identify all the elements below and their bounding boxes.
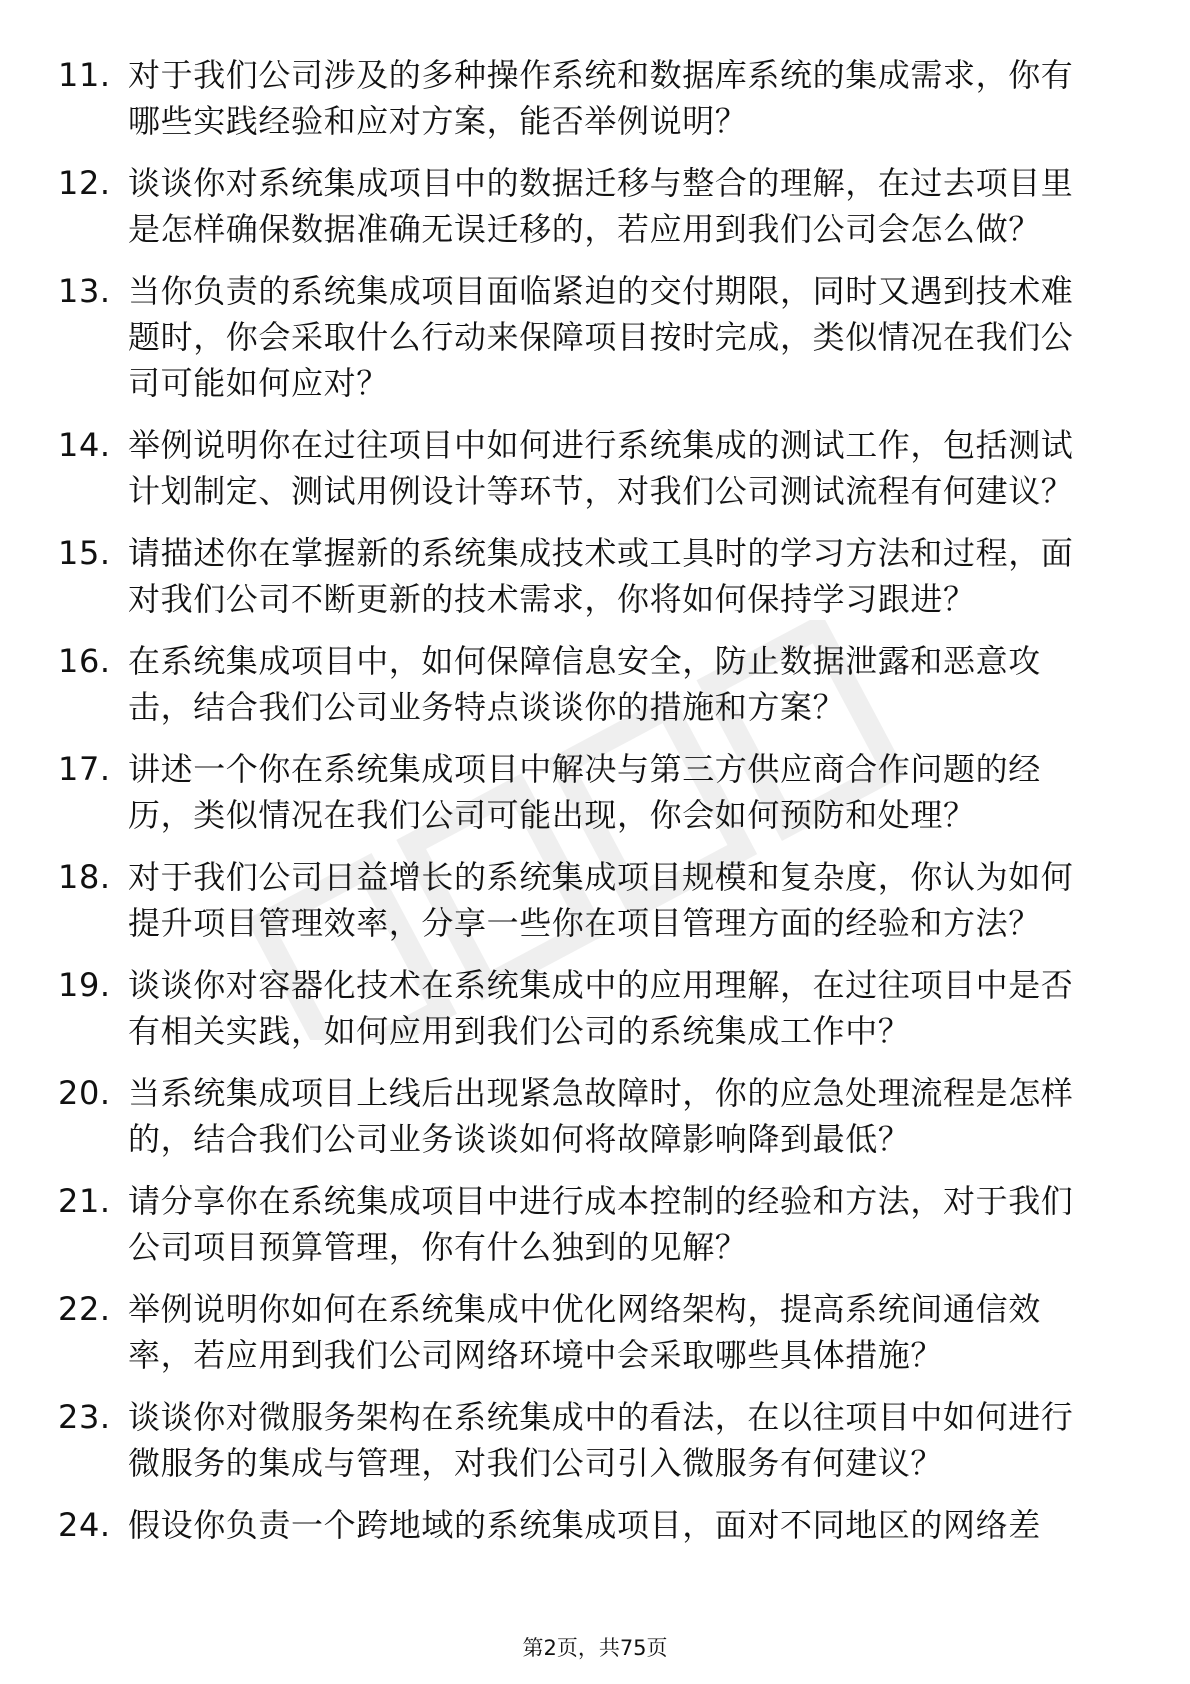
question-item: [0, 854, 1190, 946]
question-item: [0, 268, 1190, 406]
question-text: 假设你负责一个跨地域的系统集成项目，面对不同地区的网络差: [128, 1506, 1041, 1544]
question-number: 20.: [58, 1074, 111, 1112]
question-number: 19.: [58, 966, 111, 1004]
question-number: 16.: [58, 642, 111, 680]
question-text: 当你负责的系统集成项目面临紧迫的交付期限，同时又遇到技术难题时，你会采取什么行动来保障项目按时完成，类似情况在我们公司可能如何应对？: [128, 272, 1074, 402]
question-number: 24.: [58, 1506, 111, 1544]
question-number: 11.: [58, 56, 111, 94]
question-number: 15.: [58, 534, 111, 572]
question-number: 17.: [58, 750, 111, 788]
question-item: [0, 160, 1190, 252]
question-item: [0, 530, 1190, 622]
question-text: 谈谈你对微服务架构在系统集成中的看法，在以往项目中如何进行微服务的集成与管理，对我们公司引入微服务有何建议？: [128, 1398, 1074, 1482]
question-item: [0, 1286, 1190, 1378]
question-text: 谈谈你对系统集成项目中的数据迁移与整合的理解，在过去项目里是怎样确保数据准确无误迁移的，若应用到我们公司会怎么做？: [128, 164, 1074, 248]
question-item: [0, 1502, 1190, 1548]
question-number: 12.: [58, 164, 111, 202]
page-number-label: 第2页，共75页: [522, 1636, 668, 1660]
question-text: 讲述一个你在系统集成项目中解决与第三方供应商合作问题的经历，类似情况在我们公司可能出现，你会如何预防和处理？: [128, 750, 1041, 834]
question-text: 谈谈你对容器化技术在系统集成中的应用理解，在过往项目中是否有相关实践，如何应用到我们公司的系统集成工作中？: [128, 966, 1074, 1050]
question-item: [0, 1394, 1190, 1486]
question-item: [0, 422, 1190, 514]
question-item: [0, 746, 1190, 838]
question-item: [0, 1178, 1190, 1270]
question-item: [0, 638, 1190, 730]
question-number: 21.: [58, 1182, 111, 1220]
question-text: 在系统集成项目中，如何保障信息安全，防止数据泄露和恶意攻击，结合我们公司业务特点谈谈你的措施和方案？: [128, 642, 1041, 726]
question-item: [0, 52, 1190, 144]
question-list: [0, 52, 1190, 1564]
question-text: 举例说明你如何在系统集成中优化网络架构，提高系统间通信效率，若应用到我们公司网络环境中会采取哪些具体措施？: [128, 1290, 1041, 1374]
question-text: 当系统集成项目上线后出现紧急故障时，你的应急处理流程是怎样的，结合我们公司业务谈谈如何将故障影响降到最低？: [128, 1074, 1074, 1158]
page-footer: [0, 1634, 1190, 1662]
question-text: 对于我们公司日益增长的系统集成项目规模和复杂度，你认为如何提升项目管理效率，分享一些你在项目管理方面的经验和方法？: [128, 858, 1074, 942]
question-number: 22.: [58, 1290, 111, 1328]
question-number: 14.: [58, 426, 111, 464]
question-number: 18.: [58, 858, 111, 896]
question-item: [0, 962, 1190, 1054]
question-text: 举例说明你在过往项目中如何进行系统集成的测试工作，包括测试计划制定、测试用例设计等环节，对我们公司测试流程有何建议？: [128, 426, 1074, 510]
question-number: 23.: [58, 1398, 111, 1436]
question-text: 请分享你在系统集成项目中进行成本控制的经验和方法，对于我们公司项目预算管理，你有什么独到的见解？: [128, 1182, 1074, 1266]
question-text: 对于我们公司涉及的多种操作系统和数据库系统的集成需求，你有哪些实践经验和应对方案，能否举例说明？: [128, 56, 1074, 140]
question-item: [0, 1070, 1190, 1162]
question-number: 13.: [58, 272, 111, 310]
question-text: 请描述你在掌握新的系统集成技术或工具时的学习方法和过程，面对我们公司不断更新的技术需求，你将如何保持学习跟进？: [128, 534, 1074, 618]
